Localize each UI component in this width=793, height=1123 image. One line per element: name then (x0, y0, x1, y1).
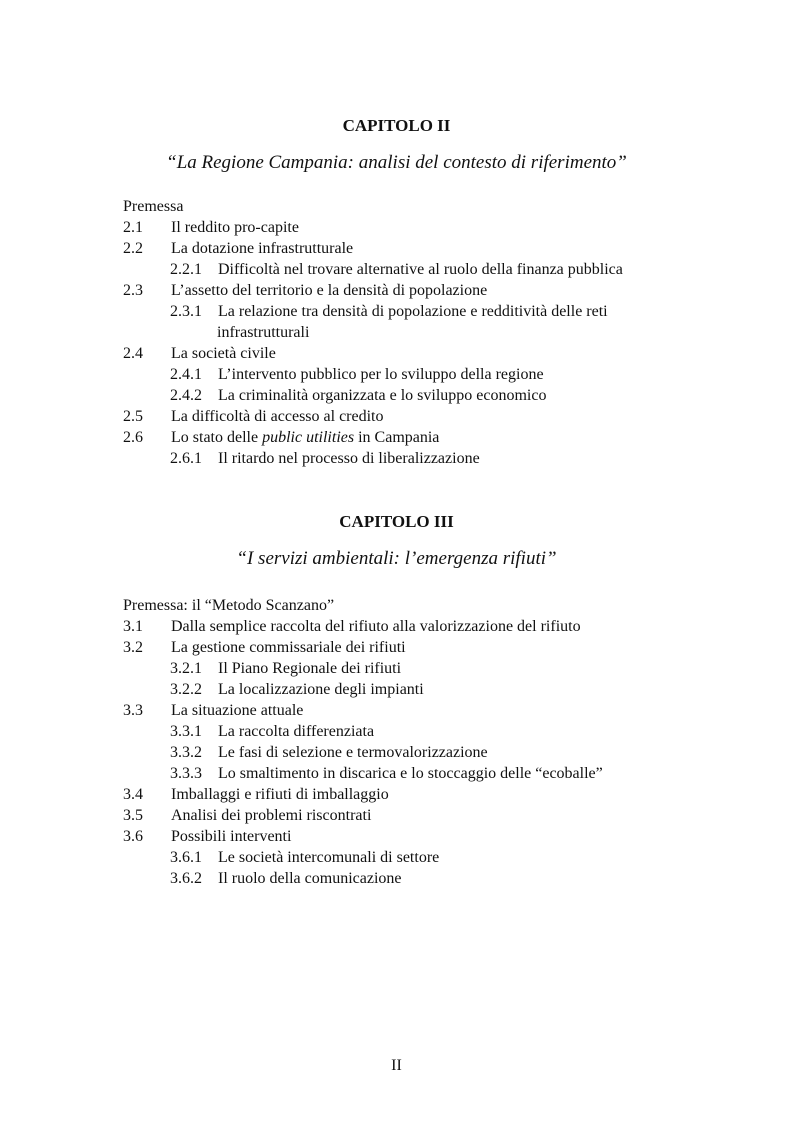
toc-premessa: Premessa: il “Metodo Scanzano” (123, 597, 335, 614)
toc-title: Il reddito pro-capite (171, 219, 299, 236)
toc-number: 3.3.1 (170, 723, 202, 740)
toc-entry-3-2-1 (123, 658, 723, 679)
toc-number: 2.2.1 (170, 261, 202, 278)
toc-number: 2.3.1 (170, 303, 202, 320)
toc-number: 3.6.1 (170, 849, 202, 866)
toc-entry-3-1 (123, 616, 723, 637)
chapter-2-subtitle: “La Regione Campania: analisi del contesto di riferimento” (166, 152, 627, 173)
toc-number: 3.2 (123, 639, 143, 656)
toc-entry-2-6 (123, 427, 723, 448)
chapter-2-toc (123, 196, 723, 469)
toc-number: 3.6 (123, 828, 143, 845)
toc-title: La criminalità organizzata e lo sviluppo economico (218, 387, 547, 404)
toc-entry-3-5 (123, 805, 723, 826)
toc-entry-2-6-1 (123, 448, 723, 469)
toc-entry-3-6-2 (123, 868, 723, 889)
toc-title: Lo smaltimento in discarica e lo stoccaggio delle “ecoballe” (218, 765, 603, 782)
toc-title: L’assetto del territorio e la densità di popolazione (171, 282, 488, 299)
toc-number: 2.1 (123, 219, 143, 236)
toc-entry-2-4 (123, 343, 723, 364)
toc-entry-3-6 (123, 826, 723, 847)
toc-number: 3.2.2 (170, 681, 202, 698)
toc-premessa: Premessa (123, 198, 184, 215)
toc-entry-3-3-1 (123, 721, 723, 742)
toc-number: 2.4.1 (170, 366, 202, 383)
toc-number: 2.6.1 (170, 450, 202, 467)
toc-title: Dalla semplice raccolta del rifiuto alla valorizzazione del rifiuto (171, 618, 581, 635)
toc-number: 2.4 (123, 345, 143, 362)
toc-entry-2-3-1 (123, 301, 723, 322)
toc-title: Possibili interventi (171, 828, 292, 845)
toc-title: La difficoltà di accesso al credito (171, 408, 384, 425)
toc-entry-2-5 (123, 406, 723, 427)
toc-entry-3-3-2 (123, 742, 723, 763)
toc-number: 3.6.2 (170, 870, 202, 887)
toc-title: Difficoltà nel trovare alternative al ruolo della finanza pubblica (218, 261, 623, 278)
toc-entry-3-4 (123, 784, 723, 805)
chapter-3-toc (123, 595, 723, 889)
toc-number: 3.5 (123, 807, 143, 824)
toc-number: 3.2.1 (170, 660, 202, 677)
toc-title-italic: public utilities (262, 429, 355, 446)
toc-number: 3.3.2 (170, 744, 202, 761)
toc-number: 3.1 (123, 618, 143, 635)
toc-entry-2-3-1-continued: infrastrutturali (217, 324, 310, 341)
toc-title: Imballaggi e rifiuti di imballaggio (171, 786, 389, 803)
toc-entry-2-2-1 (123, 259, 723, 280)
toc-title: Il ruolo della comunicazione (218, 870, 402, 887)
toc-title: La relazione tra densità di popolazione e redditività delle reti (218, 303, 608, 320)
toc-number: 2.3 (123, 282, 143, 299)
toc-title: La dotazione infrastrutturale (171, 240, 354, 257)
toc-entry-3-3-3 (123, 763, 723, 784)
toc-title: Le società intercomunali di settore (218, 849, 440, 866)
chapter-3-subtitle: “I servizi ambientali: l’emergenza rifiuti” (236, 548, 557, 569)
toc-title: La situazione attuale (171, 702, 304, 719)
toc-entry-3-2 (123, 637, 723, 658)
toc-number: 2.6 (123, 429, 143, 446)
toc-title: La localizzazione degli impianti (218, 681, 424, 698)
toc-title: Le fasi di selezione e termovalorizzazione (218, 744, 488, 761)
toc-entry-2-4-1 (123, 364, 723, 385)
toc-number: 3.4 (123, 786, 143, 803)
toc-number: 3.3 (123, 702, 143, 719)
toc-title: La gestione commissariale dei rifiuti (171, 639, 406, 656)
toc-entry-2-3 (123, 280, 723, 301)
toc-entry-2-1 (123, 217, 723, 238)
toc-title-before: Lo stato delle (171, 429, 263, 446)
toc-entry-3-2-2 (123, 679, 723, 700)
toc-entry-3-3 (123, 700, 723, 721)
toc-title: Analisi dei problemi riscontrati (171, 807, 372, 824)
toc-number: 3.3.3 (170, 765, 202, 782)
toc-number: 2.4.2 (170, 387, 202, 404)
chapter-2-heading: CAPITOLO II (342, 116, 451, 135)
toc-title-after: in Campania (354, 429, 440, 446)
toc-entry-2-4-2 (123, 385, 723, 406)
toc-title: Il ritardo nel processo di liberalizzazione (218, 450, 480, 467)
page-number: II (391, 1057, 402, 1074)
toc-title: La raccolta differenziata (218, 723, 375, 740)
toc-entry-3-6-1 (123, 847, 723, 868)
toc-title: La società civile (171, 345, 276, 362)
toc-title: Il Piano Regionale dei rifiuti (218, 660, 402, 677)
toc-title: L’intervento pubblico per lo sviluppo della regione (218, 366, 544, 383)
chapter-3-heading: CAPITOLO III (339, 512, 454, 531)
toc-entry-2-2 (123, 238, 723, 259)
toc-number: 2.2 (123, 240, 143, 257)
toc-number: 2.5 (123, 408, 143, 425)
